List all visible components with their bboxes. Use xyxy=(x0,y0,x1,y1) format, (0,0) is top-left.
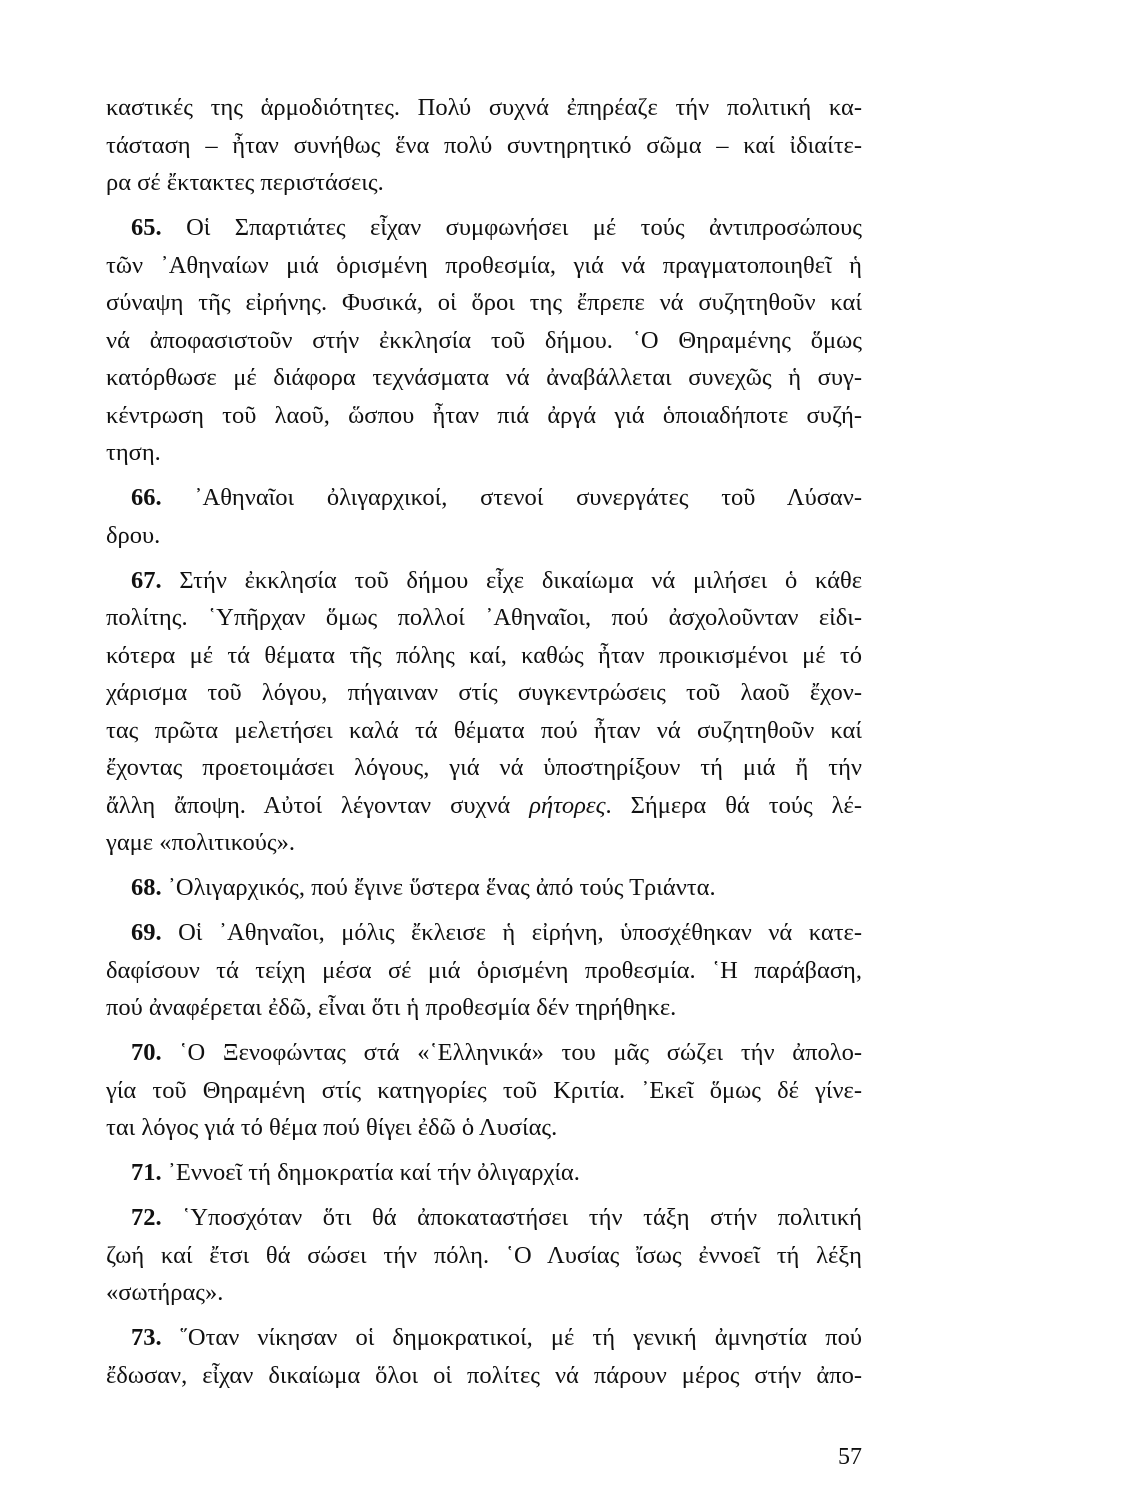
text-line: «σωτήρας». xyxy=(106,1279,224,1306)
text-line: 72. ῾Υποσχόταν ὅτι θά ἀποκαταστήσει τήν τάξη στήν πολιτική xyxy=(131,1204,862,1231)
text-line: τῶν ᾿Αθηναίων μιά ὁρισμένη προθεσμία, γιά νά πραγματοποιηθεῖ ἡ xyxy=(106,251,862,279)
text-line: γία τοῦ Θηραμένη στίς κατηγορίες τοῦ Κριτία. ᾿Εκεῖ ὅμως δέ γίνε- xyxy=(106,1076,862,1104)
note-number: 66. xyxy=(131,484,162,511)
text-line: 68. ᾿Ολιγαρχικός, πού ἔγινε ὕστερα ἕνας ἀπό τούς Τριάντα. xyxy=(131,874,716,901)
note-73 xyxy=(106,1319,862,1394)
text-line: 67. Στήν ἐκκλησία τοῦ δήμου εἶχε δικαίωμα νά μιλήσει ὁ κάθε xyxy=(131,566,862,594)
text-line: καστικές της ἁρμοδιότητες. Πολύ συχνά ἐπηρέαζε τήν πολιτική κα- xyxy=(106,94,862,121)
note-number: 72. xyxy=(131,1204,162,1231)
page-number: 57 xyxy=(838,1444,862,1470)
text-line: κέντρωση τοῦ λαοῦ, ὥσπου ἦταν πιά ἀργά γιά ὁποιαδήποτε συζή- xyxy=(106,401,862,429)
note-71 xyxy=(106,1154,862,1192)
note-number: 73. xyxy=(131,1324,162,1351)
text-line: κότερα μέ τά θέματα τῆς πόλης καί, καθώς ἦταν προικισμένοι μέ τό xyxy=(106,641,862,669)
text-segment: ἄλλη ἄποψη. Αὐτοί λέγονταν συχνά xyxy=(106,791,530,819)
text-line: γαμε «πολιτικούς». xyxy=(106,829,295,856)
text-line: ται λόγος γιά τό θέμα πού θίγει ἐδῶ ὁ Λυσίας. xyxy=(106,1114,558,1141)
text-line: 66. ᾿Αθηναῖοι ὀλιγαρχικοί, στενοί συνεργάτες τοῦ Λύσαν- xyxy=(131,484,862,511)
text-segment: . Σήμερα θά τούς λέ- xyxy=(605,791,862,819)
text-line: κατόρθωσε μέ διάφορα τεχνάσματα νά ἀναβάλλεται συνεχῶς ἡ συγ- xyxy=(106,364,862,391)
note-65 xyxy=(106,209,862,472)
text-line: 65. Οἱ Σπαρτιάτες εἶχαν συμφωνήσει μέ τούς ἀντιπροσώπους xyxy=(131,214,862,241)
text-line: τάσταση – ἦταν συνήθως ἕνα πολύ συντηρητικό σῶμα – καί ἰδιαίτε- xyxy=(106,131,862,159)
continued-paragraph xyxy=(106,89,862,202)
text-line xyxy=(106,787,862,825)
text-line: ζωή καί ἔτσι θά σώσει τήν πόλη. ῾Ο Λυσίας ἴσως ἐννοεῖ τή λέξη xyxy=(106,1241,862,1269)
note-number: 70. xyxy=(131,1039,162,1066)
text-line: σύναψη τῆς εἰρήνης. Φυσικά, οἱ ὅροι της ἔπρεπε νά συζητηθοῦν καί xyxy=(106,289,862,316)
text-line: 71. ᾿Εννοεῖ τή δημοκρατία καί τήν ὀλιγαρχία. xyxy=(131,1159,580,1186)
note-69 xyxy=(106,914,862,1027)
note-number: 71. xyxy=(131,1159,162,1186)
note-67 xyxy=(106,562,862,862)
text-line: 73. ῞Οταν νίκησαν οἱ δημοκρατικοί, μέ τή γενική ἀμνηστία πού xyxy=(131,1324,862,1351)
text-line: ἔχοντας προετοιμάσει λόγους, γιά νά ὑποστηρίξουν τή μιά ἤ τήν xyxy=(106,754,862,781)
text-line: 70. ῾Ο Ξενοφώντας στά «῾Ελληνικά» του μᾶς σώζει τήν ἀπολο- xyxy=(131,1039,862,1066)
text-line: χάρισμα τοῦ λόγου, πήγαιναν στίς συγκεντρώσεις τοῦ λαοῦ ἔχον- xyxy=(106,679,862,706)
text-line: δαφίσουν τά τείχη μέσα σέ μιά ὁρισμένη προθεσμία. ῾Η παράβαση, xyxy=(106,956,862,984)
note-number: 65. xyxy=(131,214,162,241)
note-number: 68. xyxy=(131,874,162,901)
note-number: 69. xyxy=(131,919,162,946)
note-68 xyxy=(106,869,862,907)
italic-term: ρήτορες xyxy=(529,791,606,819)
note-66 xyxy=(106,479,862,554)
text-line: πολίτης. ῾Υπῆρχαν ὅμως πολλοί ᾿Αθηναῖοι, πού ἀσχολοῦνταν εἰδι- xyxy=(106,604,862,631)
text-line: τηση. xyxy=(106,439,161,466)
note-72 xyxy=(106,1199,862,1312)
text-line: ρα σέ ἔκτακτες περιστάσεις. xyxy=(106,169,384,196)
note-number: 67. xyxy=(131,566,162,594)
note-70 xyxy=(106,1034,862,1147)
text-line: πού ἀναφέρεται ἐδῶ, εἶναι ὅτι ἡ προθεσμία δέν τηρήθηκε. xyxy=(106,994,677,1021)
text-line: ἔδωσαν, εἶχαν δικαίωμα ὅλοι οἱ πολίτες νά πάρουν μέρος στήν ἀπο- xyxy=(106,1361,862,1389)
text-line: δρου. xyxy=(106,521,161,549)
page-body xyxy=(106,89,862,1394)
text-line: τας πρῶτα μελετήσει καλά τά θέματα πού ἦταν νά συζητηθοῦν καί xyxy=(106,716,862,744)
text-line: 69. Οἱ ᾿Αθηναῖοι, μόλις ἔκλεισε ἡ εἰρήνη, ὑποσχέθηκαν νά κατε- xyxy=(131,919,862,946)
text-line: νά ἀποφασιστοῦν στήν ἐκκλησία τοῦ δήμου. ῾Ο Θηραμένης ὅμως xyxy=(106,326,862,354)
